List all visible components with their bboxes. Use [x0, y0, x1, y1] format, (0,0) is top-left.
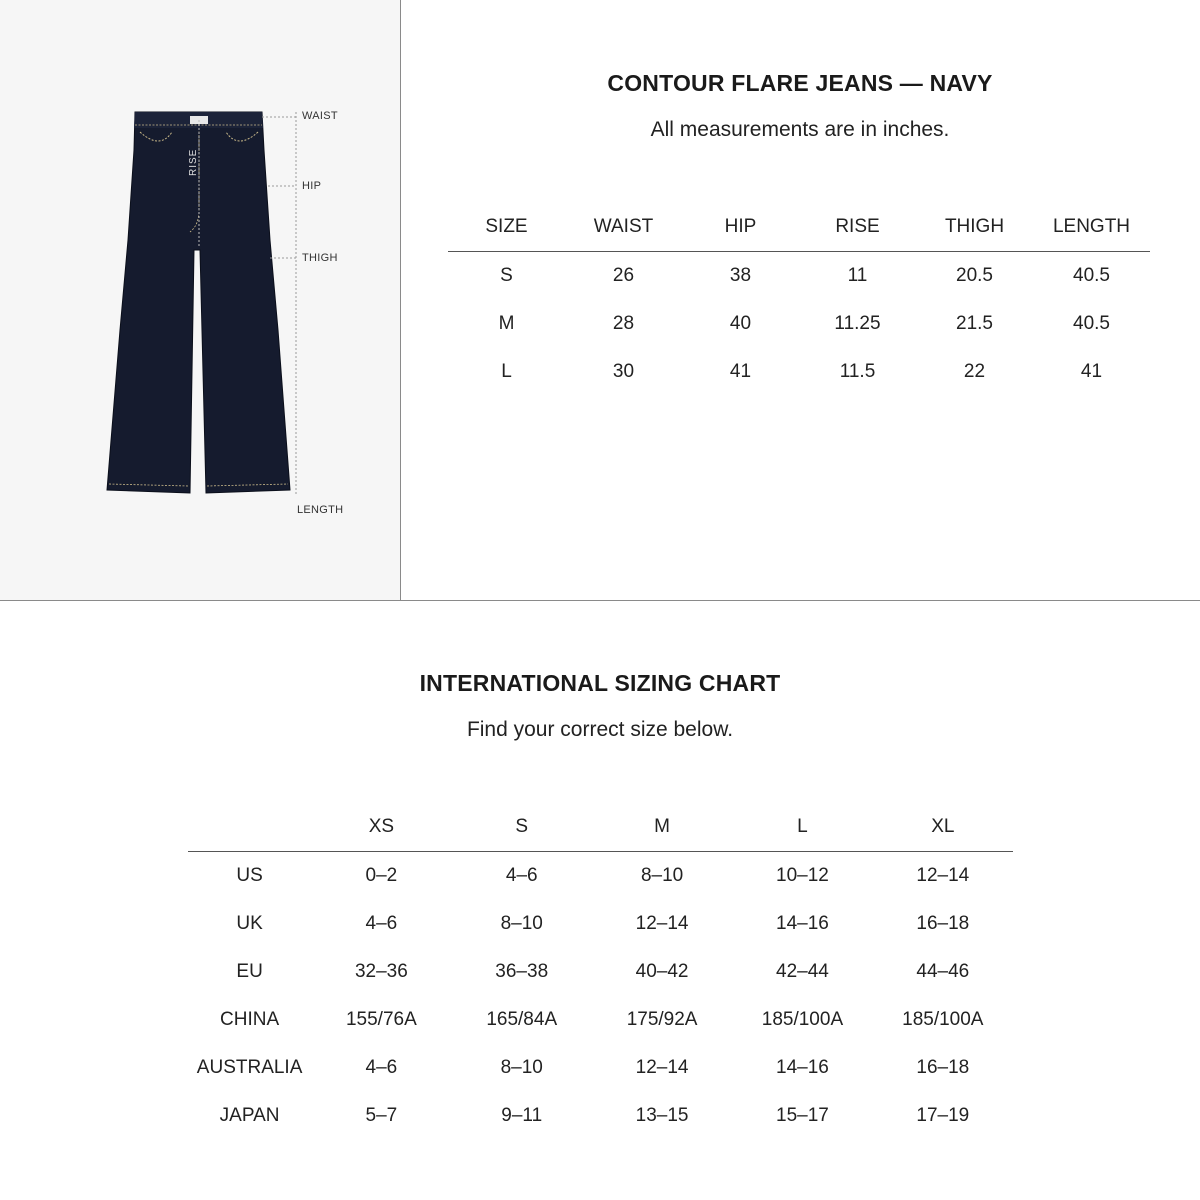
- table-cell: 42–44: [776, 961, 829, 982]
- table-cell: 13–15: [635, 1105, 689, 1126]
- table-cell: 155/76A: [345, 1009, 417, 1030]
- table-cell: 40–42: [635, 961, 689, 982]
- table-row: [448, 300, 1150, 348]
- table-cell: 185/100A: [761, 1009, 844, 1030]
- table-cell: 8–10: [640, 865, 684, 886]
- waist-label: WAIST: [302, 110, 338, 122]
- thigh-label: THIGH: [302, 252, 338, 264]
- region-label: AUSTRALIA: [196, 1057, 303, 1078]
- header-xl: XL: [873, 802, 1013, 852]
- table-cell: 21.5: [956, 313, 993, 334]
- table-cell: 12–14: [916, 865, 970, 886]
- table-cell: L: [501, 361, 512, 382]
- table-cell: 41: [1080, 361, 1103, 382]
- table-cell: 14–16: [776, 913, 829, 934]
- measurement-note: All measurements are in inches.: [650, 118, 950, 141]
- table-cell: 40.5: [1073, 313, 1110, 334]
- region-label: UK: [236, 913, 263, 934]
- table-header-row: [448, 202, 1150, 252]
- size-measurement-table: [448, 202, 1150, 396]
- table-cell: 41: [729, 361, 752, 382]
- table-cell: 12–14: [635, 913, 689, 934]
- table-cell: 5–7: [365, 1105, 398, 1126]
- table-cell: 11.25: [834, 313, 881, 334]
- table-cell: 40: [729, 313, 752, 334]
- table-cell: 10–12: [776, 865, 829, 886]
- region-label: JAPAN: [219, 1105, 280, 1126]
- header-size: SIZE: [448, 202, 565, 252]
- rise-label: RISE: [188, 148, 199, 176]
- product-diagram-panel: [0, 0, 401, 600]
- header-rise: RISE: [799, 202, 916, 252]
- table-cell: 12–14: [635, 1057, 689, 1078]
- table-cell: 9–11: [501, 1105, 543, 1126]
- table-row: [188, 1092, 1013, 1140]
- table-cell: M: [498, 313, 515, 334]
- table-cell: 16–18: [916, 913, 970, 934]
- table-row: [448, 348, 1150, 396]
- table-cell: 0–2: [365, 865, 398, 886]
- table-cell: 20.5: [956, 265, 993, 286]
- header-region: [188, 802, 311, 852]
- table-cell: 32–36: [354, 961, 408, 982]
- international-sizing-table: [188, 802, 1013, 1140]
- table-cell: 185/100A: [902, 1009, 984, 1030]
- table-cell: 8–10: [500, 913, 543, 934]
- region-label: US: [236, 865, 263, 886]
- header-length: LENGTH: [1033, 202, 1150, 252]
- table-cell: 36–38: [495, 961, 549, 982]
- table-row: [188, 996, 1013, 1044]
- product-title: CONTOUR FLARE JEANS — NAVY: [607, 70, 993, 96]
- table-cell: 4–6: [365, 1057, 398, 1078]
- table-cell: 28: [612, 313, 635, 334]
- table-cell: 40.5: [1073, 265, 1110, 286]
- header-l: L: [732, 802, 872, 852]
- table-cell: 44–46: [916, 961, 970, 982]
- table-cell: 8–10: [500, 1057, 543, 1078]
- hip-label: HIP: [302, 180, 322, 192]
- table-cell: 26: [612, 265, 635, 286]
- table-cell: 30: [612, 361, 635, 382]
- table-header-row: [188, 802, 1013, 852]
- header-xs: XS: [311, 802, 451, 852]
- length-label: LENGTH: [297, 504, 344, 516]
- table-cell: 15–17: [776, 1105, 829, 1126]
- table-cell: 17–19: [916, 1105, 970, 1126]
- region-label: EU: [236, 961, 263, 982]
- section-divider: [0, 600, 1200, 601]
- table-row: [188, 1044, 1013, 1092]
- table-cell: 14–16: [776, 1057, 829, 1078]
- table-cell: 4–6: [365, 913, 398, 934]
- table-cell: 4–6: [505, 865, 538, 886]
- table-cell: 175/92A: [626, 1009, 698, 1030]
- region-label: CHINA: [220, 1009, 280, 1030]
- table-cell: S: [500, 265, 513, 286]
- table-cell: 165/84A: [486, 1009, 558, 1030]
- header-hip: HIP: [682, 202, 799, 252]
- table-row: [448, 252, 1150, 301]
- table-row: [188, 900, 1013, 948]
- header-s: S: [452, 802, 592, 852]
- intl-chart-title: INTERNATIONAL SIZING CHART: [419, 670, 781, 696]
- table-cell: 11.5: [839, 361, 876, 382]
- table-row: [188, 852, 1013, 901]
- table-cell: 38: [729, 265, 752, 286]
- intl-chart-subtitle: Find your correct size below.: [466, 718, 734, 741]
- table-cell: 11: [847, 265, 868, 286]
- header-waist: WAIST: [565, 202, 682, 252]
- header-thigh: THIGH: [916, 202, 1033, 252]
- table-cell: 22: [963, 361, 986, 382]
- header-m: M: [592, 802, 732, 852]
- table-cell: 16–18: [916, 1057, 970, 1078]
- table-row: [188, 948, 1013, 996]
